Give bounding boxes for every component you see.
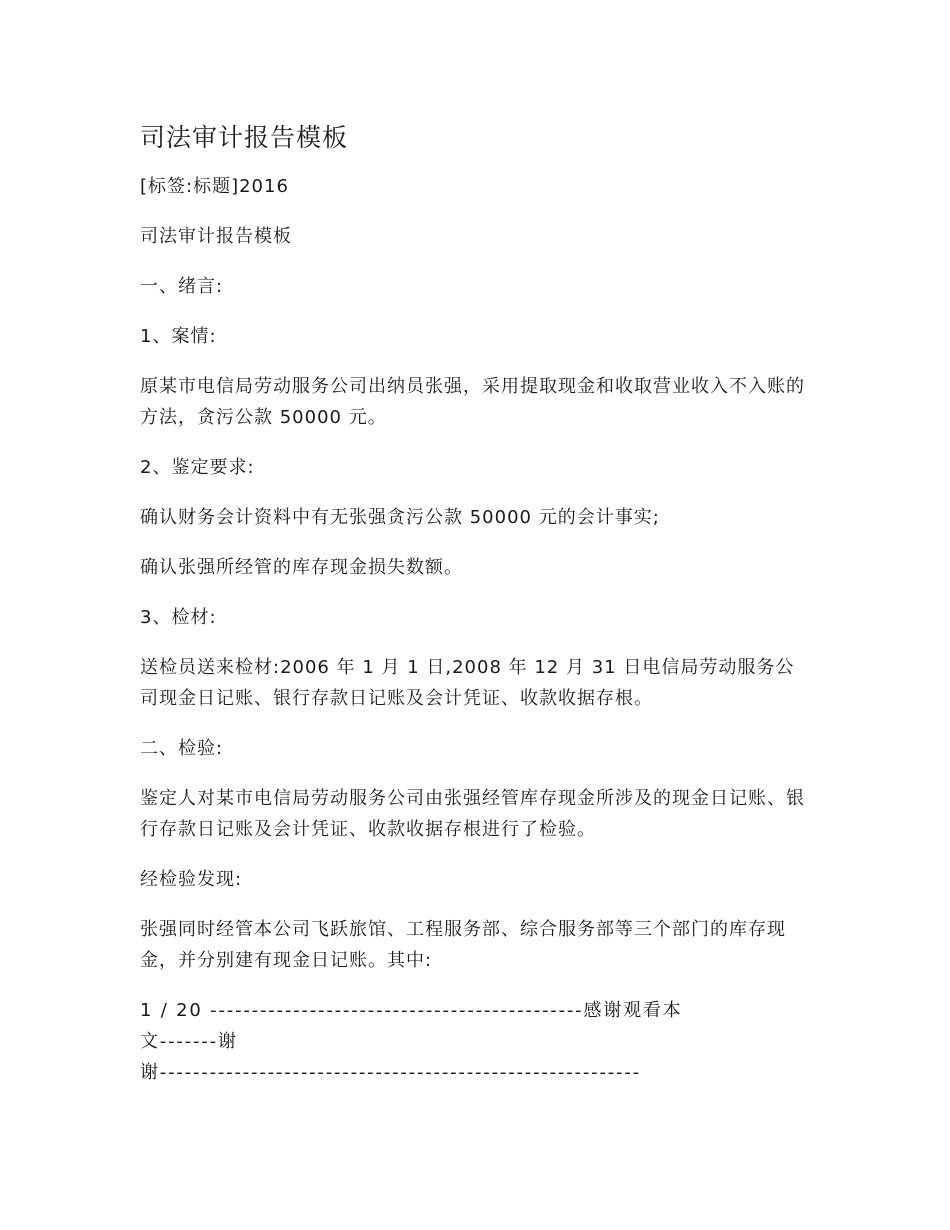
footer-line-1: 1 / 20 ---------------------------------------------感谢观看本 bbox=[140, 1000, 683, 1021]
footer-line-2: 文-------谢 bbox=[140, 1031, 238, 1052]
tag-line: [标签:标题]2016 bbox=[140, 176, 289, 197]
findings-heading: 经检验发现: bbox=[140, 869, 243, 890]
footer-line-3: 谢---------------------------------------------------------- bbox=[140, 1062, 641, 1083]
requirement-paragraph-2: 确认张强所经管的库存现金损失数额。 bbox=[140, 557, 463, 578]
findings-paragraph: 张强同时经管本公司飞跃旅馆、工程服务部、综合服务部等三个部门的库存现金，并分别建有现金日记账。其中: bbox=[140, 919, 786, 971]
document-body bbox=[140, 118, 812, 1088]
materials-paragraph: 送检员送来检材:2006 年 1 月 1 日,2008 年 12 月 31 日电信局劳动服务公司现金日记账、银行存款日记账及会计凭证、收款收据存根。 bbox=[140, 657, 795, 709]
subtitle: 司法审计报告模板 bbox=[140, 226, 292, 247]
section-heading-inspection: 二、检验: bbox=[140, 738, 224, 759]
section-heading-introduction: 一、绪言: bbox=[140, 276, 224, 297]
page-footer bbox=[140, 995, 812, 1088]
requirement-paragraph-1: 确认财务会计资料中有无张强贪污公款 50000 元的会计事实; bbox=[140, 507, 660, 528]
subsection-heading-requirements: 2、鉴定要求: bbox=[140, 457, 255, 478]
subsection-heading-case: 1、案情: bbox=[140, 326, 217, 347]
case-paragraph: 原某市电信局劳动服务公司出纳员张强，采用提取现金和收取营业收入不入账的方法，贪污公款 50000 元。 bbox=[140, 376, 805, 428]
inspection-paragraph: 鉴定人对某市电信局劳动服务公司由张强经管库存现金所涉及的现金日记账、银行存款日记账及会计凭证、收款收据存根进行了检验。 bbox=[140, 788, 805, 840]
subsection-heading-materials: 3、检材: bbox=[140, 607, 217, 628]
document-title: 司法审计报告模板 bbox=[140, 123, 349, 152]
